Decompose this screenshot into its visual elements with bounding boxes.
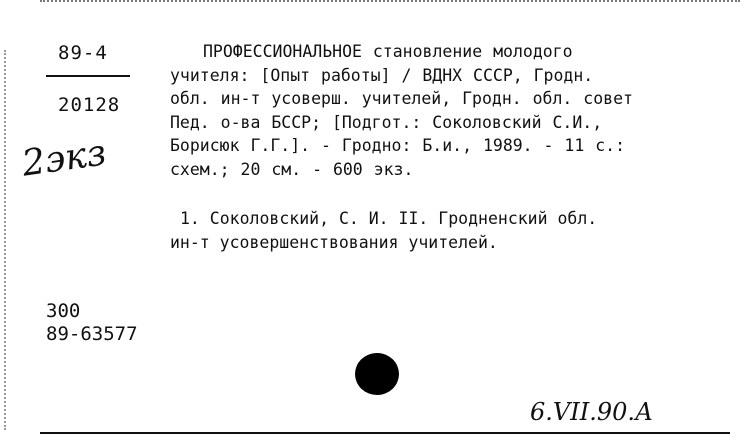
bottom-code: 300 <box>46 300 81 322</box>
bibliographic-description <box>170 40 725 181</box>
shelf-mark: 89-4 <box>58 42 108 64</box>
bottom-codes <box>46 300 138 346</box>
left-border <box>4 50 8 430</box>
tracings <box>170 207 730 254</box>
punch-hole-icon <box>355 353 399 395</box>
description-line: схем.; 20 см. - 600 экз. <box>170 159 414 179</box>
tracing-line: ин-т усовершенствования учителей. <box>170 232 498 252</box>
tracing-line: 1. Соколовский, С. И. II. Гродненский обл. <box>180 209 598 228</box>
description-line: Пед. о-ва БССР; [Подгот.: Соколовский С.И., <box>170 112 603 132</box>
bottom-border <box>40 432 730 434</box>
inventory-number: 20128 <box>58 94 121 116</box>
description-line: учителя: [Опыт работы] / ВДНХ СССР, Гродн. <box>170 65 594 85</box>
shelf-mark-divider <box>46 75 130 77</box>
handwritten-date: 6.VII.90.А <box>530 398 654 426</box>
description-line: обл. ин-т усоверш. учителей, Гродн. обл. совет <box>170 89 633 108</box>
description-line: Борисюк Г.Г.]. - Гродно: Б.и., 1989. - 11 с.: <box>170 136 626 155</box>
handwritten-copies-note: 2экз <box>19 132 109 185</box>
bottom-number: 89-63577 <box>46 323 138 345</box>
top-border <box>40 0 740 5</box>
description-line: ПРОФЕССИОНАЛЬНОЕ становление молодого <box>203 42 573 61</box>
